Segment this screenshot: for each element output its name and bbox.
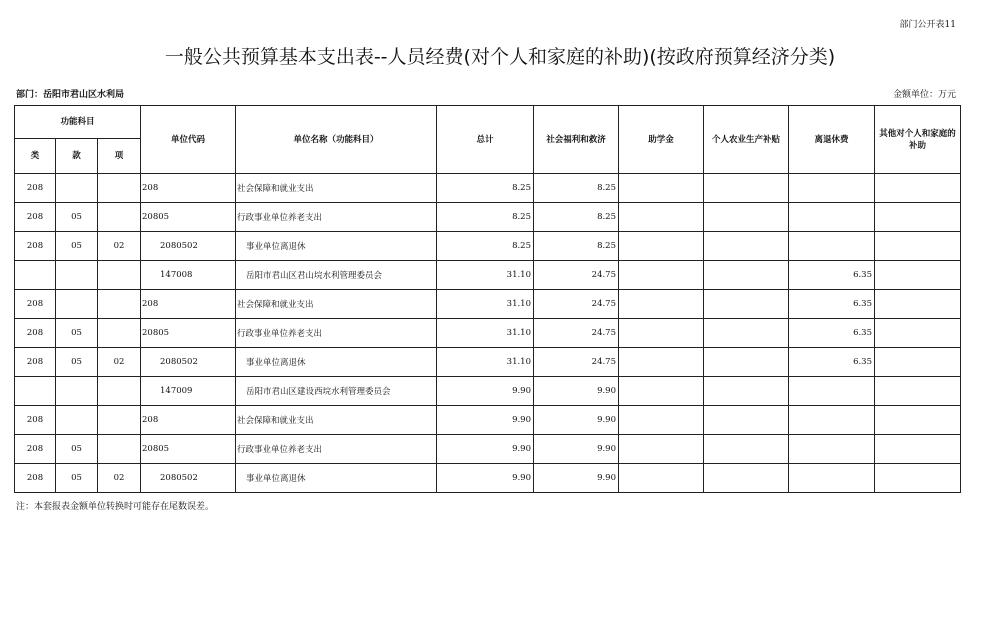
cell-other	[875, 261, 961, 290]
cell-retirement	[789, 406, 875, 435]
header-xiang: 项	[98, 139, 141, 174]
cell-unit-name: 社会保障和就业支出	[236, 174, 437, 203]
cell-unit-code: 20805	[141, 203, 236, 232]
table-header	[15, 106, 961, 174]
cell-lei: 208	[15, 464, 56, 493]
cell-scholarship	[619, 464, 704, 493]
cell-xiang	[98, 290, 141, 319]
amount-unit-label: 金额单位：万元	[892, 90, 956, 100]
cell-unit-name: 社会保障和就业支出	[236, 406, 437, 435]
cell-other	[875, 464, 961, 493]
header-social-welfare: 社会福利和救济	[534, 106, 619, 174]
cell-kuan: 05	[56, 232, 98, 261]
table-row	[15, 348, 961, 377]
cell-total: 31.10	[437, 261, 534, 290]
cell-unit-name: 事业单位离退休	[236, 232, 437, 261]
cell-agri-subsidy	[704, 348, 789, 377]
cell-other	[875, 435, 961, 464]
cell-lei: 208	[15, 232, 56, 261]
table-row	[15, 290, 961, 319]
cell-unit-name: 行政事业单位养老支出	[236, 319, 437, 348]
cell-unit-name: 岳阳市君山区建设西垸水利管理委员会	[236, 377, 437, 406]
cell-kuan: 05	[56, 435, 98, 464]
cell-other	[875, 203, 961, 232]
header-other: 其他对个人和家庭的补助	[875, 106, 961, 174]
cell-other	[875, 232, 961, 261]
cell-scholarship	[619, 203, 704, 232]
cell-scholarship	[619, 174, 704, 203]
cell-lei: 208	[15, 203, 56, 232]
cell-other	[875, 348, 961, 377]
table-row	[15, 319, 961, 348]
cell-agri-subsidy	[704, 261, 789, 290]
cell-retirement	[789, 377, 875, 406]
cell-other	[875, 174, 961, 203]
cell-social-welfare: 8.25	[534, 232, 619, 261]
cell-other	[875, 377, 961, 406]
table-row	[15, 377, 961, 406]
header-retirement: 离退休费	[789, 106, 875, 174]
cell-retirement	[789, 232, 875, 261]
cell-unit-name: 社会保障和就业支出	[236, 290, 437, 319]
cell-unit-name: 事业单位离退休	[236, 464, 437, 493]
header-lei: 类	[15, 139, 56, 174]
cell-lei: 208	[15, 435, 56, 464]
cell-unit-name: 岳阳市君山区君山垸水利管理委员会	[236, 261, 437, 290]
cell-lei	[15, 261, 56, 290]
cell-scholarship	[619, 290, 704, 319]
cell-lei: 208	[15, 406, 56, 435]
cell-social-welfare: 9.90	[534, 377, 619, 406]
cell-social-welfare: 24.75	[534, 319, 619, 348]
cell-lei: 208	[15, 174, 56, 203]
cell-social-welfare: 9.90	[534, 406, 619, 435]
header-kuan: 款	[56, 139, 98, 174]
table-row	[15, 174, 961, 203]
cell-scholarship	[619, 261, 704, 290]
cell-scholarship	[619, 435, 704, 464]
cell-total: 31.10	[437, 319, 534, 348]
cell-agri-subsidy	[704, 319, 789, 348]
table-row	[15, 232, 961, 261]
cell-total: 8.25	[437, 203, 534, 232]
cell-xiang	[98, 203, 141, 232]
table-row	[15, 464, 961, 493]
header-scholarship: 助学金	[619, 106, 704, 174]
cell-unit-code: 147008	[141, 261, 236, 290]
cell-social-welfare: 24.75	[534, 261, 619, 290]
footnote: 注：本套报表金额单位转换时可能存在尾数误差。	[16, 502, 215, 512]
cell-xiang	[98, 261, 141, 290]
budget-table	[14, 105, 961, 493]
cell-scholarship	[619, 377, 704, 406]
cell-kuan: 05	[56, 464, 98, 493]
cell-agri-subsidy	[704, 203, 789, 232]
cell-unit-code: 2080502	[141, 232, 236, 261]
cell-scholarship	[619, 406, 704, 435]
cell-unit-code: 208	[141, 290, 236, 319]
cell-total: 31.10	[437, 348, 534, 377]
table-row	[15, 261, 961, 290]
cell-unit-name: 事业单位离退休	[236, 348, 437, 377]
cell-other	[875, 406, 961, 435]
cell-scholarship	[619, 348, 704, 377]
cell-retirement: 6.35	[789, 290, 875, 319]
cell-total: 31.10	[437, 290, 534, 319]
cell-lei	[15, 377, 56, 406]
cell-kuan	[56, 377, 98, 406]
table-number-label: 部门公开表11	[899, 20, 956, 30]
cell-kuan	[56, 174, 98, 203]
cell-agri-subsidy	[704, 290, 789, 319]
cell-total: 9.90	[437, 435, 534, 464]
cell-lei: 208	[15, 348, 56, 377]
cell-other	[875, 319, 961, 348]
cell-lei: 208	[15, 319, 56, 348]
cell-social-welfare: 24.75	[534, 290, 619, 319]
table-body	[15, 174, 961, 493]
cell-kuan	[56, 261, 98, 290]
cell-xiang	[98, 319, 141, 348]
cell-unit-code: 208	[141, 406, 236, 435]
cell-retirement	[789, 435, 875, 464]
table-row	[15, 435, 961, 464]
cell-xiang	[98, 435, 141, 464]
cell-total: 8.25	[437, 232, 534, 261]
cell-total: 9.90	[437, 464, 534, 493]
cell-unit-name: 行政事业单位养老支出	[236, 203, 437, 232]
cell-kuan	[56, 406, 98, 435]
cell-total: 8.25	[437, 174, 534, 203]
cell-lei: 208	[15, 290, 56, 319]
cell-social-welfare: 24.75	[534, 348, 619, 377]
cell-xiang	[98, 406, 141, 435]
cell-agri-subsidy	[704, 232, 789, 261]
header-agri-subsidy: 个人农业生产补贴	[704, 106, 789, 174]
cell-kuan: 05	[56, 348, 98, 377]
cell-unit-code: 20805	[141, 435, 236, 464]
cell-xiang	[98, 377, 141, 406]
cell-kuan: 05	[56, 319, 98, 348]
cell-xiang: 02	[98, 464, 141, 493]
header-func-subject: 功能科目	[15, 106, 141, 139]
cell-other	[875, 290, 961, 319]
table-row	[15, 406, 961, 435]
cell-unit-code: 20805	[141, 319, 236, 348]
header-unit-code: 单位代码	[141, 106, 236, 174]
cell-unit-code: 2080502	[141, 348, 236, 377]
header-unit-name: 单位名称（功能科目）	[236, 106, 437, 174]
cell-unit-code: 147009	[141, 377, 236, 406]
cell-kuan: 05	[56, 203, 98, 232]
cell-social-welfare: 9.90	[534, 464, 619, 493]
cell-agri-subsidy	[704, 174, 789, 203]
cell-retirement: 6.35	[789, 348, 875, 377]
cell-retirement	[789, 464, 875, 493]
cell-social-welfare: 8.25	[534, 203, 619, 232]
cell-agri-subsidy	[704, 406, 789, 435]
cell-total: 9.90	[437, 377, 534, 406]
cell-scholarship	[619, 232, 704, 261]
table-row	[15, 203, 961, 232]
cell-retirement	[789, 203, 875, 232]
cell-retirement: 6.35	[789, 261, 875, 290]
department-label: 部门：岳阳市君山区水利局	[16, 90, 125, 100]
cell-total: 9.90	[437, 406, 534, 435]
cell-unit-name: 行政事业单位养老支出	[236, 435, 437, 464]
page-title: 一般公共预算基本支出表--人员经费(对个人和家庭的补助)(按政府预算经济分类)	[164, 46, 836, 68]
cell-scholarship	[619, 319, 704, 348]
cell-xiang	[98, 174, 141, 203]
cell-kuan	[56, 290, 98, 319]
cell-social-welfare: 9.90	[534, 435, 619, 464]
cell-retirement: 6.35	[789, 319, 875, 348]
cell-unit-code: 2080502	[141, 464, 236, 493]
cell-agri-subsidy	[704, 377, 789, 406]
cell-retirement	[789, 174, 875, 203]
cell-unit-code: 208	[141, 174, 236, 203]
cell-xiang: 02	[98, 348, 141, 377]
cell-agri-subsidy	[704, 464, 789, 493]
cell-agri-subsidy	[704, 435, 789, 464]
cell-xiang: 02	[98, 232, 141, 261]
cell-social-welfare: 8.25	[534, 174, 619, 203]
header-total: 总计	[437, 106, 534, 174]
